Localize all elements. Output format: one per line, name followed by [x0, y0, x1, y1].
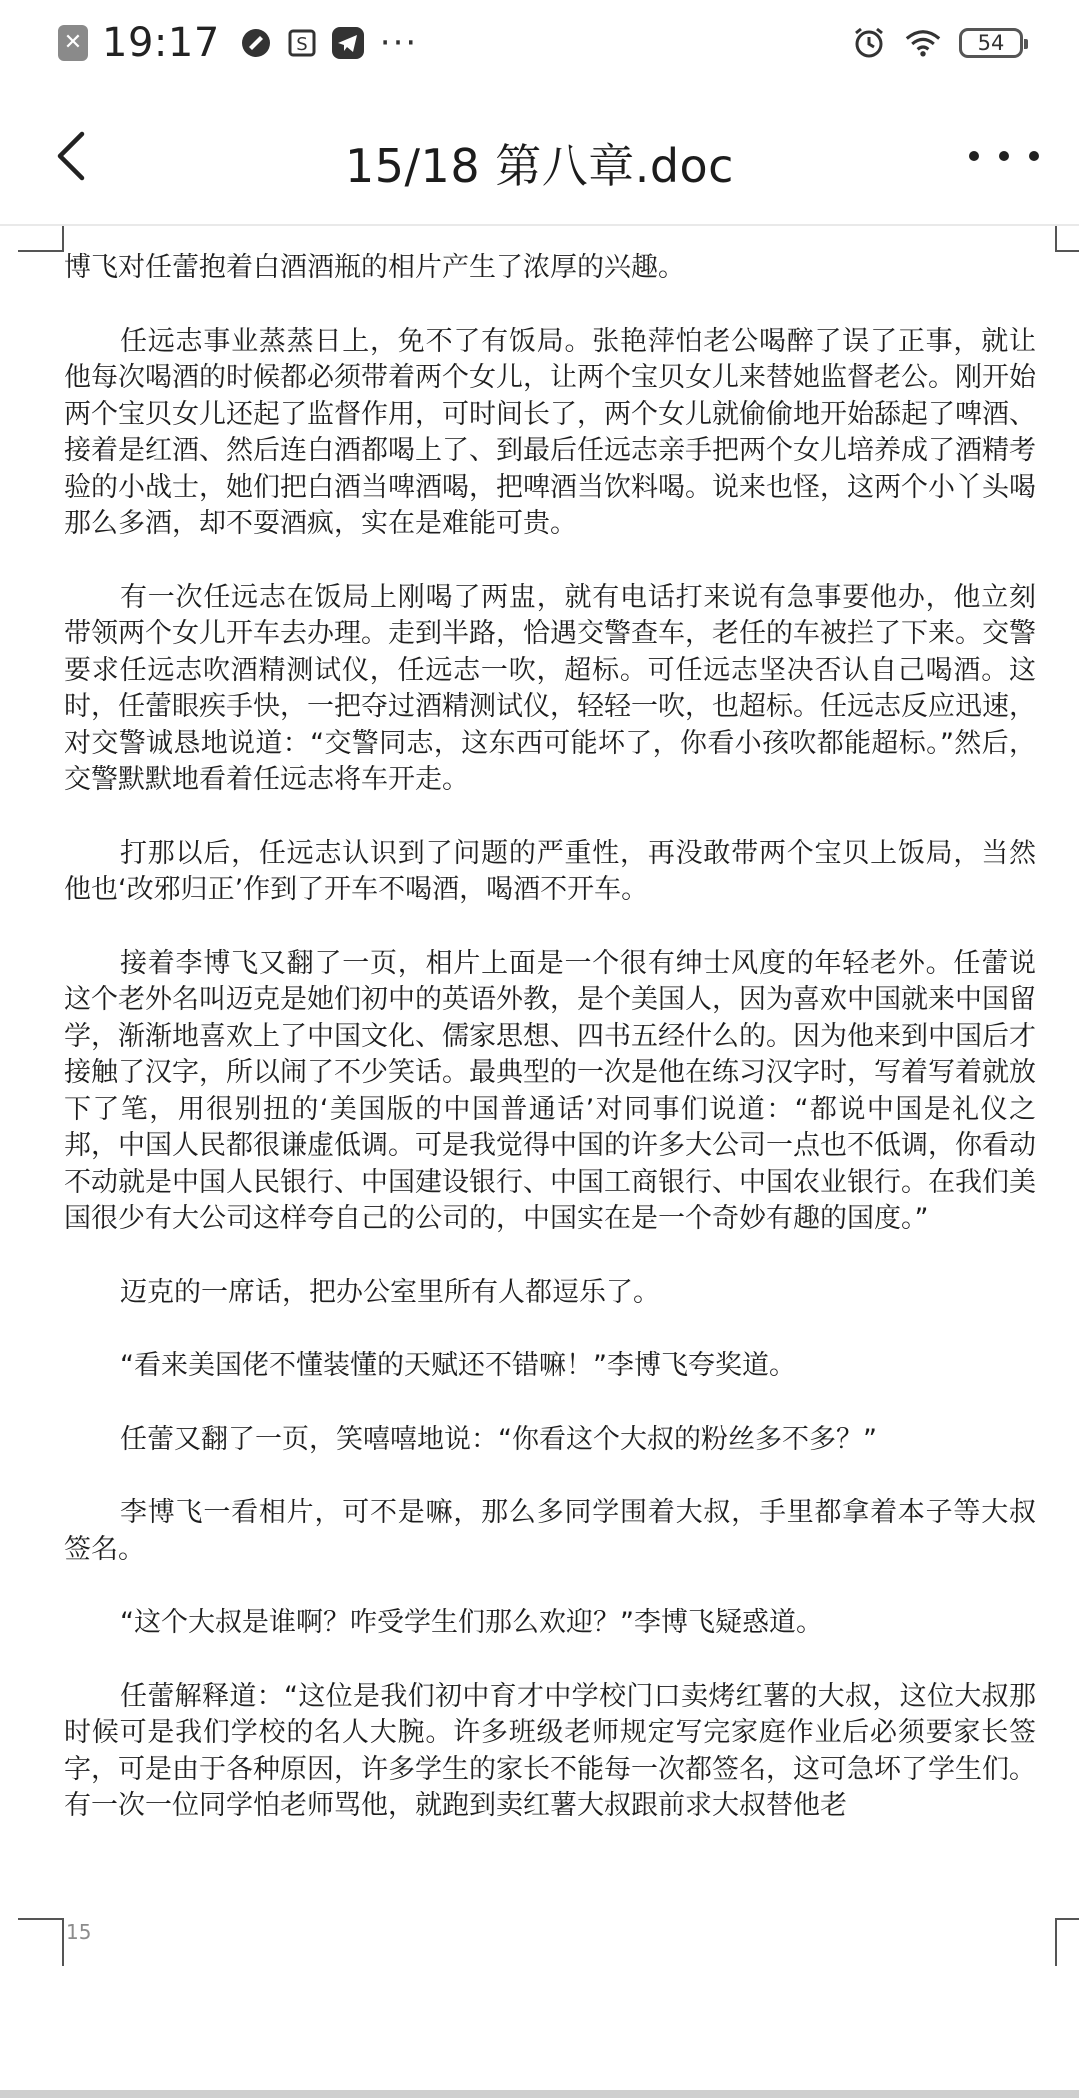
page-corner-bottom-left	[18, 1918, 64, 1966]
more-dot	[1029, 151, 1039, 161]
status-bar-right	[851, 18, 1023, 68]
status-bar	[0, 0, 1079, 86]
wifi-icon	[905, 25, 941, 61]
more-options-button[interactable]	[969, 136, 1039, 176]
paragraph: 任蕾解释道：“这位是我们初中育才中学校门口卖烤红薯的大叔，这位大叔那时候可是我们学校的名人大腕。许多班级老师规定写完家庭作业后必须要家长签字，可是由于各种原因，许多学生的家长不能每一次都签名，这可急坏了学生们。有一次一位同学怕老师骂他，就跑到卖红薯大叔跟前求大叔替他老	[64, 1680, 1036, 1821]
alarm-icon	[851, 25, 887, 61]
paragraph: 迈克的一席话，把办公室里所有人都逗乐了。	[120, 1276, 660, 1308]
page-corner-top-left	[18, 226, 64, 252]
paragraph: 博飞对任蕾抱着白酒酒瓶的相片产生了浓厚的兴趣。	[64, 252, 685, 283]
more-horizontal-icon	[969, 151, 979, 161]
paragraph: 有一次任远志在饭局上刚喝了两盅，就有电话打来说有急事要他办，他立刻带领两个女儿开车去办理。走到半路，恰遇交警查车，老任的车被拦了下来。交警要求任远志吹酒精测试仪，任远志一吹，超标。可任远志坚决否认自己喝酒。这时，任蕾眼疾手快，一把夺过酒精测试仪，轻轻一吹，也超标。任远志反应迅速，对交警诚恳地说道：“交警同志，这东西可能坏了，你看小孩吹都能超标。”然后，交警默默地看着任远志将车开走。	[64, 581, 1036, 795]
paragraph: 打那以后，任远志认识到了问题的严重性，再没敢带两个宝贝上饭局，当然他也‘改邪归正’作到了开车不喝酒，喝酒不开车。	[64, 837, 1036, 905]
screenshot-icon	[284, 25, 320, 61]
close-notification-icon: ✕	[58, 25, 88, 61]
page-number: 15	[66, 1920, 92, 1944]
paragraph: 接着李博飞又翻了一页，相片上面是一个很有绅士风度的年轻老外。任蕾说这个老外名叫迈克是她们初中的英语外教，是个美国人，因为喜欢中国就来中国留学，渐渐地喜欢上了中国文化、儒家思想、四书五经什么的。因为他来到中国后才接触了汉字，所以闹了不少笑话。最典型的一次是他在练习汉字时，写着写着就放下了笔，用很别扭的‘美国版的中国普通话’对同事们说道：“都说中国是礼仪之邦，中国人民都很谦虚低调。可是我觉得中国的许多大公司一点也不低调，你看动不动就是中国人民银行、中国建设银行、中国工商银行、中国农业银行。在我们美国很少有大公司这样夸自己的公司的，中国实在是一个奇妙有趣的国度。”	[64, 947, 1036, 1234]
more-notifications-icon: ···	[379, 23, 419, 63]
more-dot	[999, 151, 1009, 161]
document-header	[0, 100, 1079, 210]
header-divider	[0, 224, 1079, 226]
paragraph: 任远志事业蒸蒸日上，免不了有饭局。张艳萍怕老公喝醉了误了正事，就让他每次喝酒的时候都必须带着两个女儿，让两个宝贝女儿来替她监督老公。刚开始两个宝贝女儿还起了监督作用，可时间长了，两个女儿就偷偷地开始舔起了啤酒、接着是红酒、然后连白酒都喝上了、到最后任远志亲手把两个女儿培养成了酒精考验的小战士，她们把白酒当啤酒喝，把啤酒当饮料喝。说来也怪，这两个小丫头喝那么多酒，却不耍酒疯，实在是难能可贵。	[64, 325, 1036, 539]
paragraph: “看来美国佬不懂装懂的天赋还不错嘛！”李博飞夸奖道。	[120, 1350, 796, 1381]
status-bar-left	[58, 18, 418, 68]
svg-text:S: S	[296, 34, 308, 55]
document-body[interactable]	[64, 250, 1036, 1862]
paragraph: 任蕾又翻了一页，笑嘻嘻地说：“你看这个大叔的粉丝多不多？”	[120, 1423, 877, 1455]
bottom-scroll-edge	[0, 2090, 1079, 2098]
status-time: 19:17	[102, 20, 220, 66]
paragraph: 李博飞一看相片，可不是嘛，那么多同学围着大叔，手里都拿着本子等大叔签名。	[64, 1497, 1036, 1565]
app-notification-icon	[238, 25, 274, 61]
battery-icon: 54	[959, 28, 1023, 58]
document-title: 15/18 第八章.doc	[345, 139, 734, 193]
telegram-icon	[330, 25, 366, 61]
paragraph: “这个大叔是谁啊？咋受学生们那么欢迎？”李博飞疑惑道。	[120, 1607, 823, 1638]
page-corner-top-right	[1055, 226, 1079, 252]
page-corner-bottom-right	[1055, 1918, 1079, 1966]
